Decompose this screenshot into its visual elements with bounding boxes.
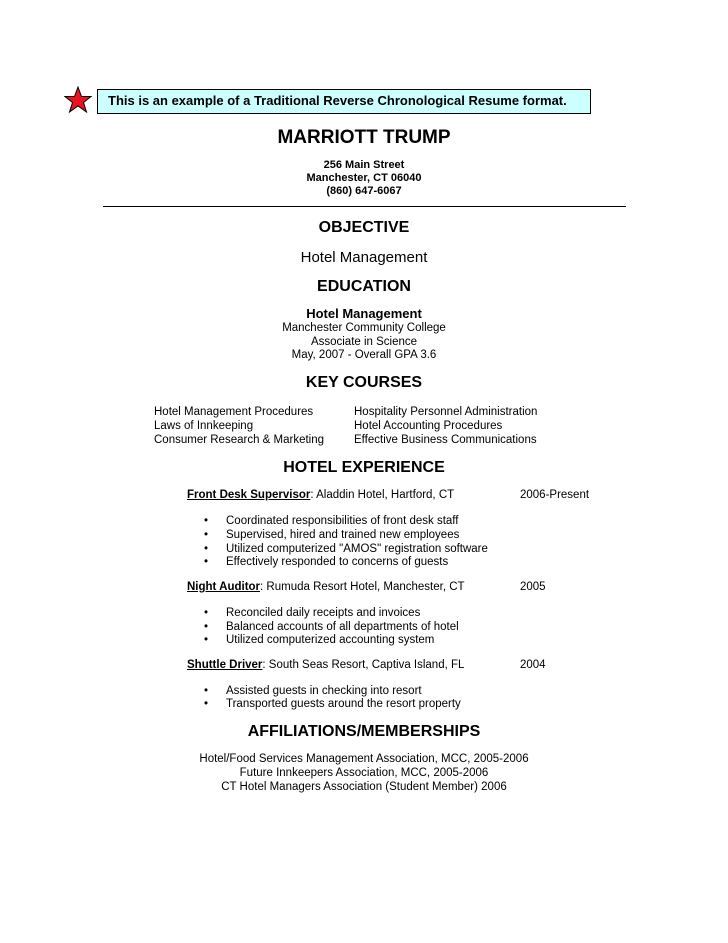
course-item: Hotel Accounting Procedures <box>354 420 503 432</box>
job-place: : South Seas Resort, Captiva Island, FL <box>262 659 465 671</box>
education-heading: EDUCATION <box>317 278 411 295</box>
address-phone: (860) 647-6067 <box>326 185 402 197</box>
job-title: Shuttle Driver <box>187 659 263 671</box>
course-item: Hospitality Personnel Administration <box>354 406 538 418</box>
affiliations-heading: AFFILIATIONS/MEMBERSHIPS <box>247 723 481 740</box>
courses-heading: KEY COURSES <box>305 374 423 391</box>
job-title: Front Desk Supervisor <box>187 489 311 501</box>
job-header <box>187 659 464 671</box>
bullet-icon: • <box>204 515 209 527</box>
job-dates: 2004 <box>520 659 546 671</box>
job-dates: 2006-Present <box>520 489 590 501</box>
bullet-icon: • <box>204 556 209 568</box>
header-divider <box>103 206 626 207</box>
course-item: Hotel Management Procedures <box>154 406 314 418</box>
address-city: Manchester, CT 06040 <box>306 172 422 184</box>
course-item: Laws of Innkeeping <box>154 420 254 432</box>
job-title: Night Auditor <box>187 581 261 593</box>
education-degree-title: Hotel Management <box>306 306 422 321</box>
objective-heading: OBJECTIVE <box>318 219 410 236</box>
bullet-icon: • <box>204 621 209 633</box>
affiliation-item: Hotel/Food Services Management Association, MCC, 2005-2006 <box>199 753 529 765</box>
job-header <box>187 581 465 593</box>
job-place: : Aladdin Hotel, Hartford, CT <box>310 489 455 501</box>
bullet-icon: • <box>204 698 209 710</box>
objective-text: Hotel Management <box>300 249 428 266</box>
education-school: Manchester Community College <box>282 322 446 334</box>
affiliation-item: Future Innkeepers Association, MCC, 2005-2006 <box>239 767 489 779</box>
experience-heading: HOTEL EXPERIENCE <box>283 459 445 476</box>
bullet-icon: • <box>204 543 209 555</box>
job-dates: 2005 <box>520 581 546 593</box>
resume-name: MARRIOTT TRUMP <box>277 127 451 148</box>
affiliation-item: CT Hotel Managers Association (Student Member) 2006 <box>221 781 507 793</box>
course-item: Effective Business Communications <box>354 434 537 446</box>
job-place: : Rumuda Resort Hotel, Manchester, CT <box>260 581 465 593</box>
course-item: Consumer Research & Marketing <box>154 434 325 446</box>
bullet-icon: • <box>204 685 209 697</box>
job-header <box>187 489 454 501</box>
education-degree: Associate in Science <box>310 336 418 348</box>
star-icon <box>64 86 92 114</box>
format-note-banner: This is an example of a Traditional Reverse Chronological Resume format. <box>97 89 591 114</box>
bullet-icon: • <box>204 634 209 646</box>
bullet-icon: • <box>204 529 209 541</box>
bullet-icon: • <box>204 607 209 619</box>
address-street: 256 Main Street <box>323 159 405 171</box>
education-gpa: May, 2007 - Overall GPA 3.6 <box>291 349 437 361</box>
